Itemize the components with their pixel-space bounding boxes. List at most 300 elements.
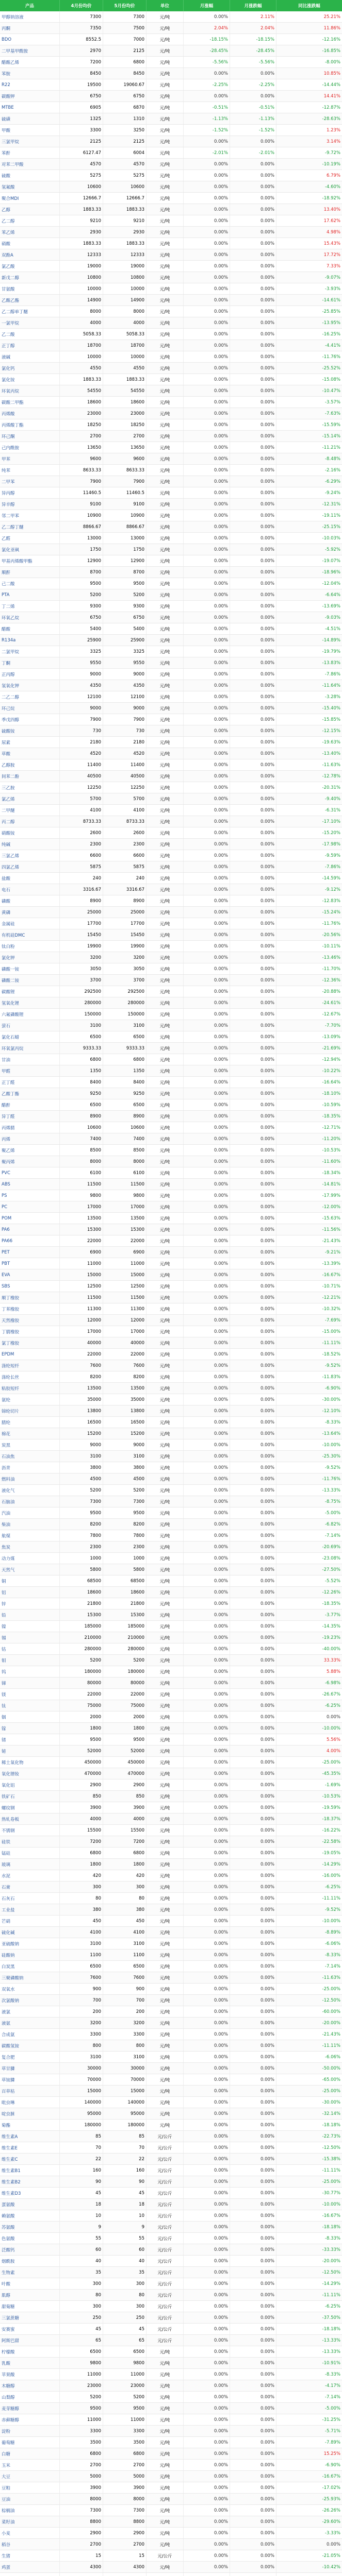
cell-may-avg: 140000 (103, 2097, 146, 2108)
cell-apr-avg: 11000 (60, 2369, 103, 2380)
cell-yoy: -16.00% (322, 1873, 340, 1878)
cell-product: 乙醛 (0, 533, 60, 544)
cell-mom: 0.00% (184, 2403, 230, 2414)
table-row (0, 249, 342, 261)
cell-product: 黄磷 (0, 907, 60, 918)
table-row (0, 2267, 342, 2278)
cell-mom: 0.00% (184, 646, 230, 657)
cell-yoy: -11.11% (322, 2167, 340, 2173)
cell-apr-avg: 3316.67 (60, 884, 103, 895)
cell-apr-avg: 9210 (60, 215, 103, 226)
cell-mom: 0.00% (184, 1235, 230, 1246)
cell-unit: 元/吨 (146, 2448, 184, 2459)
cell-product: R22 (0, 79, 60, 90)
cell-change: 0.00% (230, 419, 276, 430)
cell-product: 稻谷 (0, 2539, 60, 2550)
cell-apr-avg: 1883.33 (60, 238, 103, 249)
cell-yoy: -11.70% (322, 966, 340, 972)
cell-may-avg: 1310 (103, 113, 146, 124)
cell-may-avg: 19060.67 (103, 79, 146, 90)
cell-product: 三氯蔗糖 (0, 2312, 60, 2323)
cell-change: 0.00% (230, 2550, 276, 2561)
cell-apr-avg: 3800 (60, 1462, 103, 1473)
cell-apr-avg: 4100 (60, 1927, 103, 1938)
cell-mom: 0.00% (184, 1020, 230, 1031)
cell-product: 草甘膦 (0, 2063, 60, 2074)
cell-product: 氯化铵 (0, 374, 60, 385)
table-row (0, 2063, 342, 2074)
cell-mom: 0.00% (184, 2029, 230, 2040)
cell-mom: 0.00% (184, 476, 230, 487)
cell-change: 0.00% (230, 1598, 276, 1609)
cell-may-avg: 4100 (103, 805, 146, 816)
cell-unit: 元/公斤 (146, 2165, 184, 2176)
cell-yoy: -20.56% (322, 932, 340, 938)
table-row (0, 1780, 342, 1791)
table-row (0, 1315, 342, 1326)
cell-product: 涤纶短纤 (0, 1360, 60, 1371)
table-row (0, 1655, 342, 1666)
cell-may-avg: 80 (103, 2290, 146, 2300)
cell-may-avg: 15 (103, 2550, 146, 2561)
cell-product: 二乙二醇 (0, 691, 60, 702)
cell-change: 0.00% (230, 612, 276, 623)
cell-mom: 0.00% (184, 1621, 230, 1632)
table-row (0, 2539, 342, 2550)
cell-may-avg: 9333.33 (103, 1043, 146, 1054)
cell-unit: 元/吨 (146, 261, 184, 272)
cell-yoy: -6.98% (324, 1680, 340, 1686)
cell-yoy: -15.00% (322, 1329, 340, 1334)
cell-apr-avg: 22000 (60, 1349, 103, 1360)
table-row (0, 374, 342, 385)
cell-yoy: -11.76% (322, 354, 340, 360)
cell-yoy: -7.63% (324, 411, 340, 416)
cell-may-avg: 7400 (103, 1133, 146, 1144)
cell-unit: 元/吨 (146, 1009, 184, 1020)
cell-unit: 元/吨 (146, 2108, 184, 2119)
cell-change: -0.51% (230, 102, 276, 113)
cell-yoy: -18.92% (322, 195, 340, 201)
cell-may-avg: 75000 (103, 1700, 146, 1711)
cell-change: 0.00% (230, 771, 276, 782)
cell-apr-avg: 9250 (60, 1088, 103, 1099)
cell-yoy: -25.15% (322, 524, 340, 530)
cell-apr-avg: 6800 (60, 2448, 103, 2459)
cell-product: 乙酸丁酯 (0, 1088, 60, 1099)
cell-unit: 元/吨 (146, 272, 184, 283)
cell-apr-avg: 6500 (60, 1099, 103, 1110)
cell-change: 0.00% (230, 2460, 276, 2470)
cell-mom: 0.00% (184, 2494, 230, 2504)
cell-mom: 0.00% (184, 2063, 230, 2074)
cell-unit: 元/吨 (146, 2528, 184, 2538)
cell-product: 三聚磷酸钠 (0, 1972, 60, 1983)
cell-yoy: -10.91% (322, 2360, 340, 2366)
cell-mom: 0.00% (184, 1043, 230, 1054)
cell-product: 维生素A (0, 2131, 60, 2142)
table-row (0, 34, 342, 45)
cell-product: 甲苯 (0, 453, 60, 464)
cell-may-avg: 40 (103, 2256, 146, 2266)
cell-may-avg: 2000 (103, 1711, 146, 1722)
cell-product: 正丁醇 (0, 340, 60, 351)
cell-apr-avg: 1750 (60, 544, 103, 555)
cell-change: 0.00% (230, 1077, 276, 1088)
cell-change: 0.00% (230, 1655, 276, 1666)
cell-change: 0.00% (230, 2380, 276, 2391)
cell-apr-avg: 18700 (60, 340, 103, 351)
table-row (0, 159, 342, 170)
table-row (0, 1700, 342, 1711)
cell-apr-avg: 8200 (60, 1371, 103, 1382)
cell-product: 盐酸 (0, 873, 60, 884)
cell-product: 硅酸钠 (0, 1950, 60, 1960)
cell-apr-avg: 6750 (60, 91, 103, 101)
cell-mom: 0.00% (184, 771, 230, 782)
cell-mom: 0.00% (184, 1814, 230, 1824)
cell-product: 铅 (0, 1609, 60, 1620)
cell-may-avg: 13000 (103, 533, 146, 544)
cell-product: 豆油 (0, 2494, 60, 2504)
cell-product: PS (0, 1190, 60, 1201)
cell-product: 正丙醇 (0, 669, 60, 680)
cell-mom: 0.00% (184, 1485, 230, 1496)
cell-may-avg: 9500 (103, 578, 146, 589)
cell-change: 0.00% (230, 2199, 276, 2210)
cell-change: 0.00% (230, 635, 276, 646)
cell-mom: 0.00% (184, 306, 230, 317)
cell-change: 0.00% (230, 510, 276, 521)
table-row (0, 1814, 342, 1825)
cell-may-avg: 12666.7 (103, 193, 146, 204)
cell-yoy: -15.24% (322, 909, 340, 915)
cell-unit: 元/吨 (146, 975, 184, 986)
cell-unit: 元/吨 (146, 533, 184, 544)
cell-unit: 元/吨 (146, 1428, 184, 1439)
cell-yoy: -14.81% (322, 1181, 340, 1187)
cell-unit: 元/吨 (146, 1281, 184, 1292)
cell-apr-avg: 11500 (60, 1292, 103, 1303)
cell-mom: 0.00% (184, 272, 230, 283)
table-row (0, 1065, 342, 1077)
cell-may-avg: 12100 (103, 691, 146, 702)
cell-mom: 0.00% (184, 1088, 230, 1099)
cell-apr-avg: 5275 (60, 170, 103, 181)
cell-mom: 0.00% (184, 249, 230, 260)
cell-yoy: -18.35% (322, 1601, 340, 1606)
cell-may-avg: 8200 (103, 1519, 146, 1530)
cell-change: 0.00% (230, 1745, 276, 1756)
cell-may-avg: 6800 (103, 57, 146, 67)
cell-unit: 元/吨 (146, 329, 184, 340)
cell-apr-avg: 10000 (60, 351, 103, 362)
cell-yoy: -9.03% (324, 615, 340, 620)
cell-yoy: -5.92% (324, 547, 340, 552)
cell-change: 0.00% (230, 2437, 276, 2448)
cell-product: 钨 (0, 1666, 60, 1677)
cell-apr-avg: 2000 (60, 1711, 103, 1722)
cell-apr-avg: 5200 (60, 1485, 103, 1496)
cell-product: 硝酸铵 (0, 827, 60, 838)
header-may-avg: 5月份均价 (103, 0, 146, 11)
cell-product: 吡虫啉 (0, 2097, 60, 2108)
cell-change: 0.00% (230, 317, 276, 328)
cell-apr-avg: 8552.5 (60, 34, 103, 45)
cell-mom: 0.00% (184, 1496, 230, 1507)
cell-yoy: -25.00% (322, 2179, 340, 2184)
cell-mom: 0.00% (184, 295, 230, 306)
table-header (0, 0, 342, 11)
cell-may-avg: 13800 (103, 1405, 146, 1416)
table-row (0, 295, 342, 306)
table-row (0, 1541, 342, 1553)
cell-yoy: -12.15% (322, 728, 340, 734)
cell-may-avg: 3800 (103, 1462, 146, 1473)
cell-apr-avg: 6600 (60, 850, 103, 861)
cell-unit: 元/吨 (146, 1054, 184, 1065)
cell-may-avg: 1800 (103, 1859, 146, 1870)
cell-may-avg: 23000 (103, 408, 146, 419)
cell-unit: 元/吨 (146, 1927, 184, 1938)
cell-yoy: -12.00% (322, 1204, 340, 1210)
table-row (0, 623, 342, 635)
cell-unit: 元/吨 (146, 1145, 184, 1156)
cell-may-avg: 3316.67 (103, 884, 146, 895)
cell-change: 0.00% (230, 1904, 276, 1915)
cell-yoy: -19.11% (322, 513, 340, 518)
table-row (0, 2550, 342, 2562)
cell-mom: 0.00% (184, 2120, 230, 2130)
cell-yoy: -18.96% (322, 569, 340, 575)
cell-may-avg: 7300 (103, 2505, 146, 2516)
cell-may-avg: 65 (103, 2335, 146, 2346)
cell-may-avg: 2300 (103, 1541, 146, 1552)
cell-yoy: -11.11% (322, 1895, 340, 1901)
cell-yoy: -7.14% (324, 1963, 340, 1969)
cell-apr-avg: 8800 (60, 2516, 103, 2527)
cell-mom: 0.00% (184, 714, 230, 725)
cell-mom: 0.00% (184, 2040, 230, 2051)
cell-change: 0.00% (230, 1961, 276, 1972)
table-row (0, 1848, 342, 1859)
cell-mom: 0.00% (184, 159, 230, 170)
cell-may-avg: 5200 (103, 1655, 146, 1666)
cell-yoy: -17.02% (322, 2485, 340, 2490)
cell-product: 麦芽糖醇 (0, 2403, 60, 2414)
table-row (0, 1428, 342, 1439)
cell-apr-avg: 15300 (60, 1609, 103, 1620)
cell-apr-avg: 9000 (60, 669, 103, 680)
cell-product: 顺酐 (0, 567, 60, 578)
cell-product: 液碱 (0, 351, 60, 362)
cell-yoy: 0.00% (326, 2541, 340, 2547)
cell-may-avg: 6800 (103, 1054, 146, 1065)
cell-product: 鸡蛋 (0, 2562, 60, 2572)
cell-mom: 0.00% (184, 2233, 230, 2244)
cell-yoy: -20.00% (322, 2258, 340, 2264)
cell-may-avg: 850 (103, 1791, 146, 1802)
table-row (0, 941, 342, 952)
table-row (0, 680, 342, 691)
cell-mom: 0.00% (184, 1734, 230, 1745)
table-row (0, 1950, 342, 1961)
cell-apr-avg: 23000 (60, 2380, 103, 2391)
cell-product: 丁二烯 (0, 601, 60, 612)
cell-mom: 0.00% (184, 374, 230, 385)
cell-unit: 元/吨 (146, 2097, 184, 2108)
cell-product: 豆粕 (0, 2482, 60, 2493)
cell-unit: 元/吨 (146, 136, 184, 147)
cell-product: 草铵膦 (0, 2074, 60, 2085)
cell-may-avg: 6500 (103, 2346, 146, 2357)
cell-mom: 0.00% (184, 408, 230, 419)
cell-may-avg: 4520 (103, 748, 146, 759)
cell-yoy: -20.69% (322, 1544, 340, 1550)
cell-product: 丙烯酸丁酯 (0, 419, 60, 430)
cell-product: 合成氨 (0, 2029, 60, 2040)
cell-mom: 0.00% (184, 1723, 230, 1734)
cell-yoy: -7.14% (324, 1533, 340, 1538)
cell-change: 0.00% (230, 1972, 276, 1983)
cell-mom: 0.00% (184, 1031, 230, 1042)
cell-mom: 0.00% (184, 487, 230, 498)
cell-yoy: -10.00% (322, 1918, 340, 1924)
table-row (0, 397, 342, 408)
cell-unit: 元/吨 (146, 1088, 184, 1099)
table-row (0, 1326, 342, 1337)
cell-change: 0.00% (230, 91, 276, 101)
cell-apr-avg: 11300 (60, 1303, 103, 1314)
cell-unit: 元/吨 (146, 340, 184, 351)
cell-change: 0.00% (230, 2426, 276, 2436)
cell-apr-avg: 15450 (60, 929, 103, 940)
table-row (0, 465, 342, 476)
cell-may-avg: 4000 (103, 1814, 146, 1824)
cell-product: 一氯甲烷 (0, 317, 60, 328)
table-row (0, 1882, 342, 1893)
cell-unit: 元/吨 (146, 1190, 184, 1201)
table-row (0, 1995, 342, 2006)
cell-yoy: -9.72% (324, 150, 340, 156)
table-row (0, 1269, 342, 1281)
cell-apr-avg: 6750 (60, 612, 103, 623)
cell-unit: 元/吨 (146, 850, 184, 861)
cell-mom: 0.00% (184, 782, 230, 793)
cell-may-avg: 8200 (103, 1371, 146, 1382)
table-row (0, 442, 342, 453)
cell-may-avg: 6800 (103, 2448, 146, 2459)
cell-product: 尿素 (0, 737, 60, 748)
cell-yoy: -18.35% (322, 1113, 340, 1119)
cell-change: 0.00% (230, 2256, 276, 2266)
cell-unit: 元/吨 (146, 1632, 184, 1643)
cell-unit: 元/吨 (146, 1213, 184, 1224)
table-row (0, 2448, 342, 2460)
cell-apr-avg: 12500 (60, 1281, 103, 1292)
cell-may-avg: 60 (103, 2244, 146, 2255)
cell-unit: 元/吨 (146, 555, 184, 566)
cell-product: 新戊二醇 (0, 272, 60, 283)
cell-apr-avg: 17000 (60, 1326, 103, 1337)
cell-apr-avg: 4000 (60, 317, 103, 328)
cell-apr-avg: 3300 (60, 125, 103, 135)
cell-product: 双氧水 (0, 1984, 60, 1994)
cell-apr-avg: 65 (60, 2335, 103, 2346)
cell-may-avg: 9000 (103, 703, 146, 714)
cell-may-avg: 80000 (103, 1677, 146, 1688)
cell-product: 丙酮 (0, 23, 60, 33)
table-row (0, 1213, 342, 1224)
cell-apr-avg: 3050 (60, 963, 103, 974)
cell-unit: 元/吨 (146, 1156, 184, 1167)
cell-may-avg: 4350 (103, 680, 146, 691)
table-row (0, 1870, 342, 1882)
cell-unit: 元/吨 (146, 2505, 184, 2516)
cell-change: 0.00% (230, 2278, 276, 2289)
cell-may-avg: 6750 (103, 612, 146, 623)
cell-yoy: -13.33% (322, 1487, 340, 1493)
cell-unit: 元/吨 (146, 759, 184, 770)
cell-unit: 元/吨 (146, 1451, 184, 1462)
cell-yoy: -10.03% (322, 535, 340, 541)
cell-change: 0.00% (230, 895, 276, 906)
cell-mom: 0.00% (184, 1553, 230, 1564)
cell-product: 间苯二酚 (0, 771, 60, 782)
cell-may-avg: 160 (103, 2165, 146, 2176)
cell-unit: 元/吨 (146, 2006, 184, 2017)
cell-change: 0.00% (230, 1451, 276, 1462)
cell-unit: 元/吨 (146, 442, 184, 453)
table-row (0, 1961, 342, 1972)
cell-mom: 0.00% (184, 1326, 230, 1337)
cell-mom: 0.00% (184, 1133, 230, 1144)
cell-may-avg: 11000 (103, 2369, 146, 2380)
cell-yoy: -14.29% (322, 2281, 340, 2286)
cell-yoy: 4.98% (326, 229, 340, 235)
cell-mom: 0.00% (184, 1065, 230, 1076)
cell-product: 石灰石 (0, 1893, 60, 1904)
table-row (0, 1179, 342, 1190)
table-row (0, 2086, 342, 2097)
cell-change: 0.00% (230, 2471, 276, 2482)
cell-apr-avg: 5700 (60, 793, 103, 804)
table-row (0, 1677, 342, 1689)
cell-yoy: -17.99% (322, 1193, 340, 1198)
cell-mom: 0.00% (184, 2222, 230, 2232)
cell-apr-avg: 210000 (60, 1632, 103, 1643)
cell-product: 聚合MDI (0, 193, 60, 204)
cell-unit: 元/吨 (146, 2562, 184, 2572)
cell-yoy: -6.90% (324, 1385, 340, 1391)
cell-yoy: -12.87% (322, 105, 340, 110)
table-row (0, 2222, 342, 2233)
cell-product: 丁腈橡胶 (0, 1326, 60, 1337)
cell-mom: 0.00% (184, 1791, 230, 1802)
cell-product: 草酸 (0, 748, 60, 759)
cell-yoy: 6.79% (326, 173, 340, 178)
cell-may-avg: 2125 (103, 45, 146, 56)
cell-yoy: -40.00% (322, 1646, 340, 1652)
cell-change: 0.00% (230, 1609, 276, 1620)
cell-yoy: -11.11% (322, 1340, 340, 1346)
cell-product: 氢氧化锂 (0, 997, 60, 1008)
cell-product: 二甲醚 (0, 805, 60, 816)
cell-apr-avg: 10000 (60, 283, 103, 294)
cell-unit: 元/吨 (146, 1666, 184, 1677)
cell-apr-avg: 6900 (60, 1247, 103, 1258)
cell-unit: 元/吨 (146, 873, 184, 884)
